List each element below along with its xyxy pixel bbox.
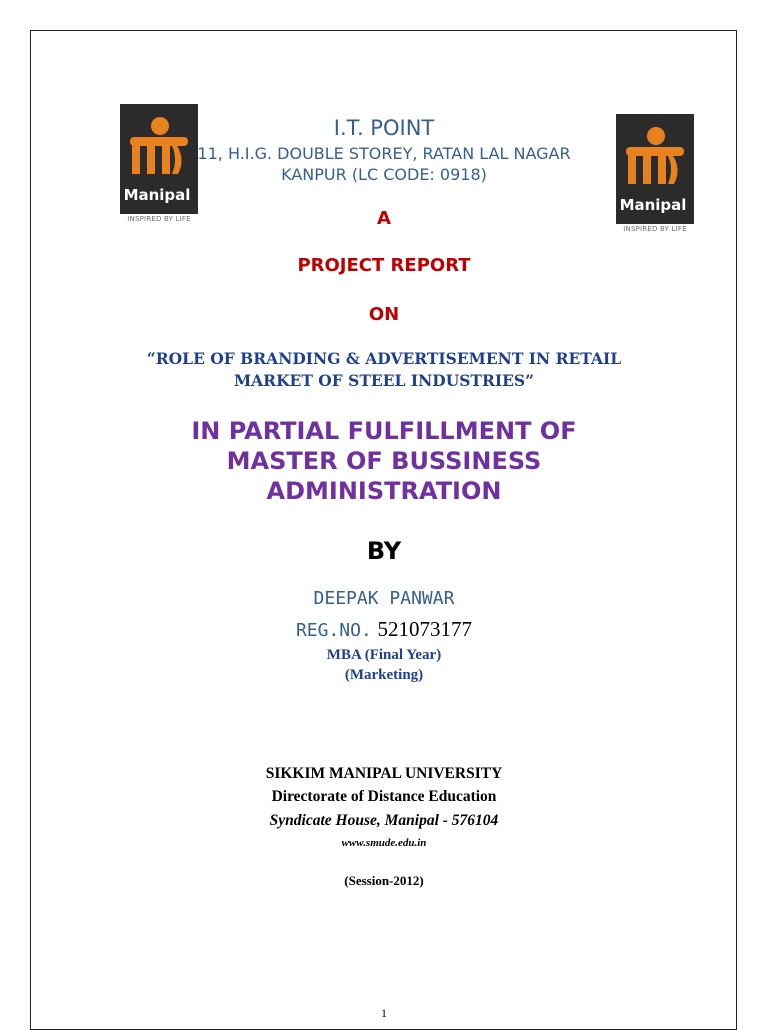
institute-city: KANPUR (LC CODE: 0918) (281, 165, 487, 184)
university-website: www.smude.edu.in (341, 837, 427, 849)
registration (0, 617, 768, 642)
page-number: 1 (381, 1006, 387, 1020)
university-name: SIKKIM MANIPAL UNIVERSITY (265, 765, 503, 782)
report-article: A (377, 208, 391, 229)
program: MBA (Final Year) (326, 647, 442, 663)
logo-brand-text: Manipal (123, 186, 191, 204)
report-purpose (0, 416, 768, 506)
specialization: (Marketing) (344, 667, 424, 683)
institute-name: I.T. POINT (333, 116, 435, 140)
author-name: DEEPAK PANWAR (313, 588, 455, 609)
report-title-line2: MARKET OF STEEL INDUSTRIES” (234, 371, 534, 390)
logo-tagline: INSPIRED BY LIFE (127, 215, 191, 223)
by-label: BY (366, 537, 402, 565)
university-directorate: Directorate of Distance Education (271, 788, 497, 805)
purpose-line1: IN PARTIAL FULFILLMENT OF (191, 417, 577, 445)
reg-label: REG.NO. (295, 620, 372, 641)
report-title-line1: “ROLE OF BRANDING & ADVERTISEMENT IN RETAIL (146, 349, 622, 368)
logo-tagline: INSPIRED BY LIFE (623, 225, 687, 233)
university-address: Syndicate House, Manipal - 576104 (269, 812, 499, 829)
purpose-line2: MASTER OF BUSSINESS (226, 447, 542, 475)
reg-number: 521073177 (377, 617, 473, 641)
report-type: PROJECT REPORT (297, 255, 471, 276)
logo-brand-text: Manipal (619, 196, 687, 214)
session: (Session-2012) (344, 873, 424, 888)
purpose-line3: ADMINISTRATION (266, 477, 502, 505)
report-on: ON (368, 304, 400, 325)
institute-address: 11, H.I.G. DOUBLE STOREY, RATAN LAL NAGAR (197, 144, 571, 163)
